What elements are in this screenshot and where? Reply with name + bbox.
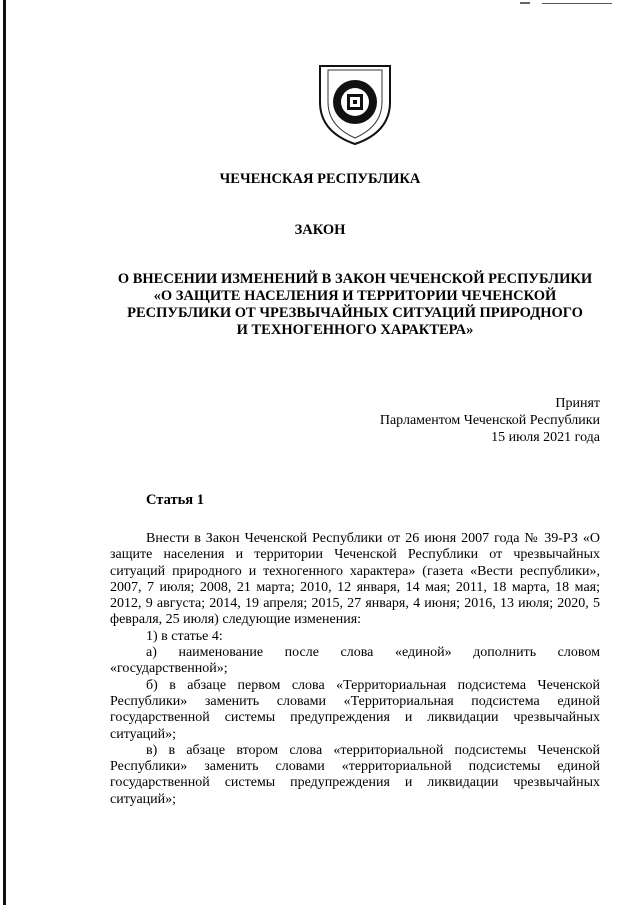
article-paragraph: б) в абзаце первом слова «Территориальная подсистема Чеченской Республики» заменить словами «Территориальная подсистема единой государственной системы предупреждения и ликвидации чрезвычайных ситуаций»;: [110, 677, 600, 742]
scan-left-border: [3, 0, 6, 905]
law-title: [110, 271, 600, 339]
scan-top-dash: [520, 2, 530, 4]
law-title-line: И ТЕХНОГЕННОГО ХАРАКТЕРА»: [236, 322, 474, 338]
article-body: [110, 531, 600, 808]
article-paragraph: в) в абзаце втором слова «территориальной подсистемы Чеченской Республики» заменить словами «территориальной подсистемы единой государственной системы предупреждения и ликвидации чрезвычайных ситуаций»;: [110, 742, 600, 807]
adoption-label: Принят: [555, 396, 600, 411]
document-type: ЗАКОН: [294, 222, 346, 238]
article-title: Статья 1: [146, 492, 204, 508]
law-title-line: О ВНЕСЕНИИ ИЗМЕНЕНИЙ В ЗАКОН ЧЕЧЕНСКОЙ РЕСПУБЛИКИ: [117, 271, 593, 287]
article-paragraph: Внести в Закон Чеченской Республики от 26 июня 2007 года № 39-РЗ «О защите населения и территории Чеченской Республики от чрезвычайных ситуаций природного и техногенного характера» (газета «Вести республики», 2007, 7 июля; 2008, 21 марта; 2010, 12 января, 14 мая; 2011, 18 марта, 18 мая; 2012, 9 августа; 2014, 19 апреля; 2015, 27 января, 4 июня; 2016, 13 июля; 2020, 5 февраля, 25 июля) следующие изменения:: [110, 531, 600, 628]
adoption-block: [380, 395, 600, 446]
article-paragraph: а) наименование после слова «единой» дополнить словом «государственной»;: [110, 645, 600, 677]
republic-title: ЧЕЧЕНСКАЯ РЕСПУБЛИКА: [219, 171, 421, 187]
coat-of-arms-emblem: [318, 62, 392, 146]
adoption-body: Парламентом Чеченской Республики: [379, 413, 600, 428]
adoption-date: 15 июля 2021 года: [491, 430, 600, 445]
article-paragraph: 1) в статье 4:: [146, 628, 223, 644]
law-title-line: «О ЗАЩИТЕ НАСЕЛЕНИЯ И ТЕРРИТОРИИ ЧЕЧЕНСКОЙ: [153, 288, 557, 304]
scan-top-line: [542, 3, 612, 4]
law-title-line: РЕСПУБЛИКИ ОТ ЧРЕЗВЫЧАЙНЫХ СИТУАЦИЙ ПРИРОДНОГО: [127, 305, 583, 321]
